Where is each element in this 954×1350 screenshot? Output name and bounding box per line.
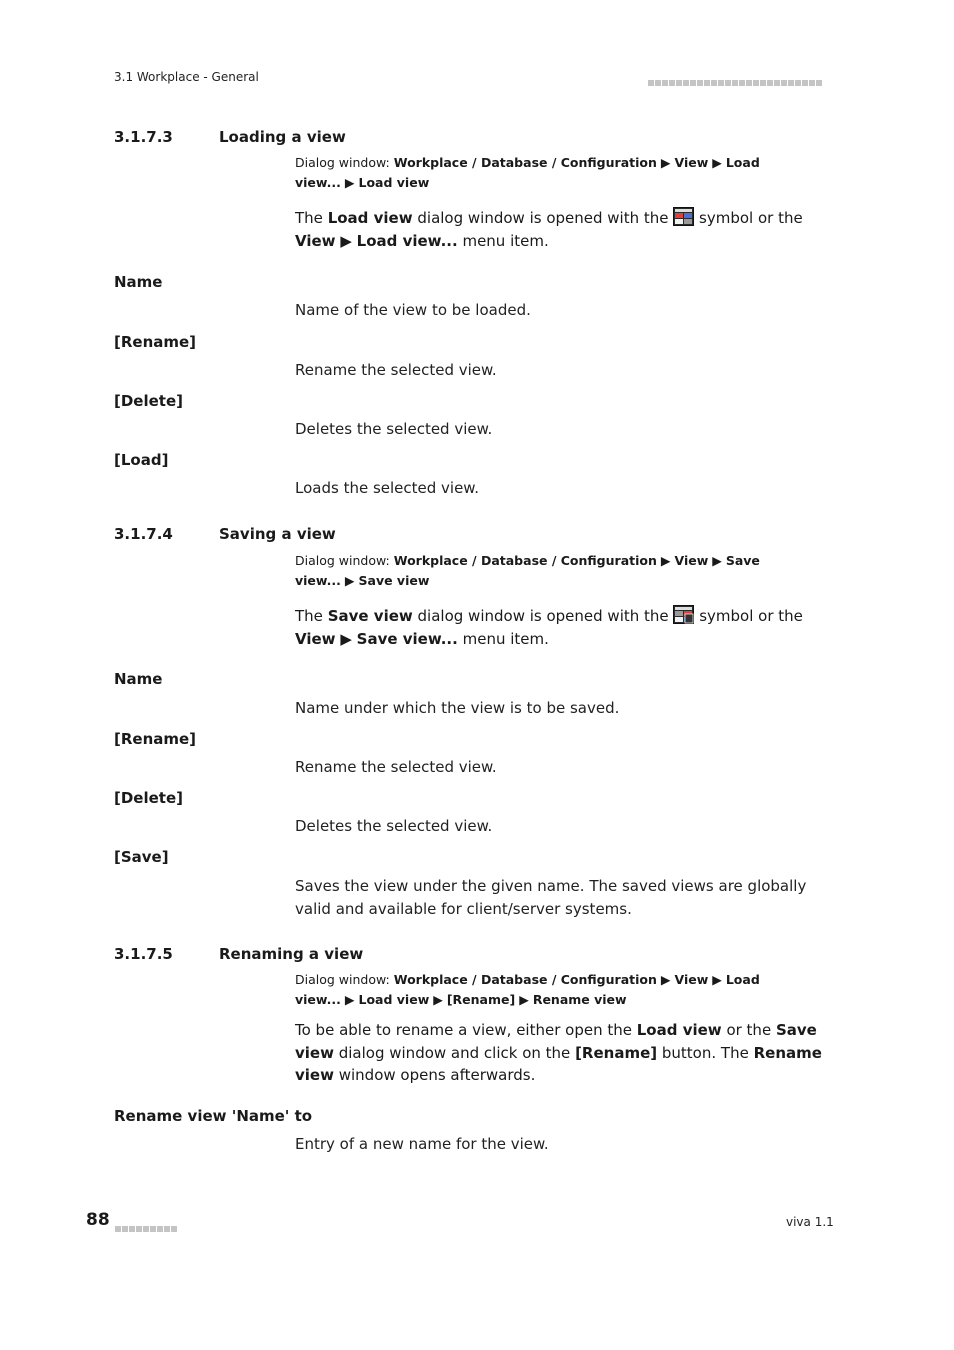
term-delete: [Delete]	[114, 392, 183, 410]
section-number: 3.1.7.4	[114, 525, 173, 543]
term-desc: Name under which the view is to be saved.	[295, 699, 620, 717]
section-intro: The Load view dialog window is opened with the symbol or the View ▶ Load view... menu item.	[295, 209, 803, 250]
section-title: Renaming a view	[219, 945, 364, 963]
term-desc: Rename the selected view.	[295, 361, 497, 379]
term-desc: Deletes the selected view.	[295, 817, 493, 835]
term-desc: Entry of a new name for the view.	[295, 1135, 549, 1153]
page-number: 88	[86, 1210, 110, 1230]
dialog-path: Dialog window: Workplace / Database / Configuration ▶ View ▶ Save view... ▶ Save view	[295, 553, 760, 588]
term-load: [Load]	[114, 451, 169, 469]
section-number: 3.1.7.5	[114, 945, 173, 963]
save-view-icon	[673, 605, 694, 624]
term-desc: Loads the selected view.	[295, 479, 479, 497]
term-desc: Saves the view under the given name. The saved views are globally valid and available for client/server systems.	[295, 877, 807, 918]
header-decoration	[648, 72, 823, 91]
dialog-path: Dialog window: Workplace / Database / Configuration ▶ View ▶ Load view... ▶ Load view ▶ [Rename] ▶ Rename view	[295, 972, 760, 1007]
section-intro: To be able to rename a view, either open the Load view or the Save view dialog window and click on the [Rename] button. The Rename view window opens afterwards.	[295, 1021, 822, 1084]
term-desc: Name of the view to be loaded.	[295, 301, 531, 319]
term-save: [Save]	[114, 848, 169, 866]
load-view-icon	[673, 207, 694, 226]
dialog-path: Dialog window: Workplace / Database / Configuration ▶ View ▶ Load view... ▶ Load view	[295, 155, 760, 190]
term-delete: [Delete]	[114, 789, 183, 807]
section-number: 3.1.7.3	[114, 128, 173, 146]
term-rename: [Rename]	[114, 730, 197, 748]
section-title: Loading a view	[219, 128, 346, 146]
term-rename: [Rename]	[114, 333, 197, 351]
term-name: Name	[114, 273, 163, 291]
section-intro: The Save view dialog window is opened with the symbol or the View ▶ Save view... menu item.	[295, 607, 803, 648]
term-desc: Rename the selected view.	[295, 758, 497, 776]
term-rename-view-name: Rename view 'Name' to	[114, 1107, 313, 1125]
section-title: Saving a view	[219, 525, 336, 543]
product-version: viva 1.1	[786, 1215, 834, 1229]
running-header: 3.1 Workplace - General	[114, 70, 259, 84]
term-name: Name	[114, 670, 163, 688]
footer-decoration	[115, 1218, 178, 1237]
term-desc: Deletes the selected view.	[295, 420, 493, 438]
